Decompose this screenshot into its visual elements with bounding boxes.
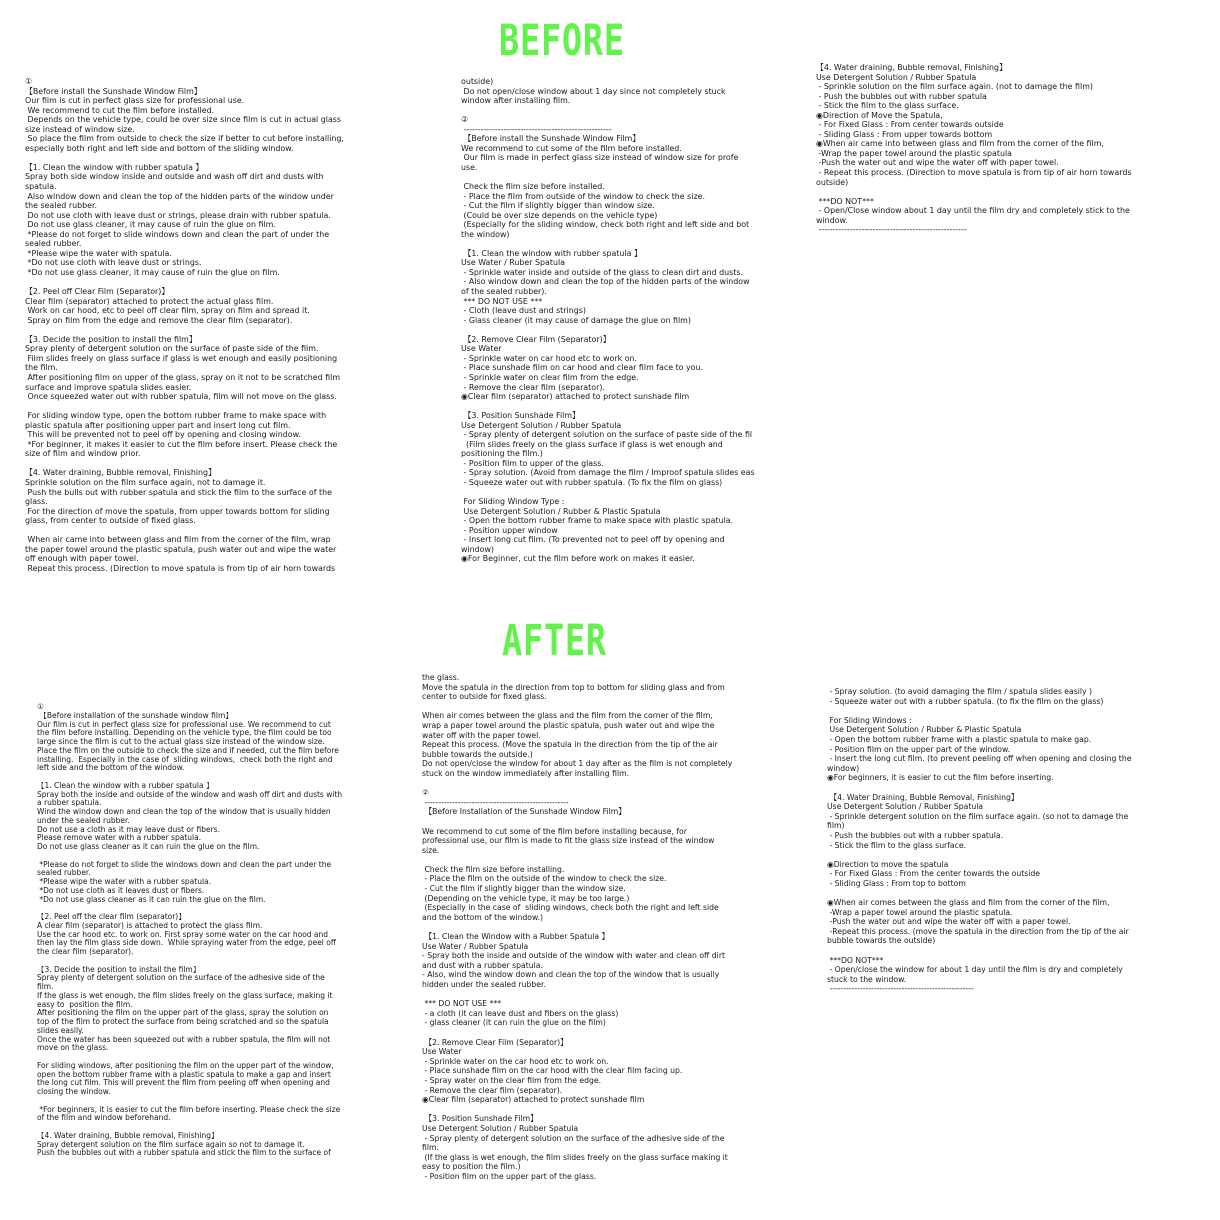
text-line: 【3. Position Sunshade Film】 [461,411,580,421]
text-line: - Open/Close window about 1 day until the film dry and completely stick to the [816,206,1130,216]
text-line: 【3. Decide the position to install the film】 [25,334,197,344]
text-line: Repeat this process. (Move the spatula in the direction from the tip of the air [422,740,718,750]
text-line: the long cut film. This will prevent the film from peeling off when opening and [37,1079,330,1088]
text-line: - Place sunshade film on the car hood with the clear film facing up. [422,1066,683,1076]
text-line: professional use, our film is made to fit the glass size instead of the window [422,836,715,846]
blank-line [827,783,1162,793]
text-line: closing the window. [37,1088,111,1096]
text-line: This will be prevented not to peel off by opening and closing window. [25,430,301,440]
text-line: Use Detergent Solution / Rubber Spatula [422,1123,579,1133]
text-line: Sprinkle solution on the film surface again, not to damage it. [25,477,266,487]
text-line: Work on car hood, etc to peel off clear film, spray on film and spread it. [25,306,310,316]
blank-line [422,702,762,712]
text-line: a rubber spatula. [37,799,102,808]
text-line: ◉When air came into between glass and film from the corner of the film, [816,139,1104,149]
blank-line [25,526,365,536]
text-line: size. [422,845,440,855]
text-line: - Cut the film if slightly bigger than window size. [461,201,655,211]
text-line: ◉For Beginner, cut the film before work on makes it easier. [461,554,695,564]
text-line: Spray detergent solution on the film surface again so not to damage it. [37,1140,305,1149]
text-line: ② [422,788,429,798]
text-line: left side and the bottom of the window. [37,764,185,773]
text-line: *Do not use cloth with leave dust or strings. [25,258,202,268]
blank-line [25,277,365,287]
text-line: ---------------------------------------------------- [816,225,967,235]
blank-line [461,488,764,498]
text-line: - Position upper window [461,525,558,535]
text-line: Use Detergent Solution / Rubber & Plastic Spatula [461,506,661,516]
text-line: bubble towards the outside) [827,936,936,946]
text-line: ***DO NOT*** [816,196,874,206]
blank-line [422,855,762,865]
blank-line [461,325,764,335]
text-line: - Open/close the window for about 1 day until the film is dry and completely [827,965,1123,975]
text-line: - Spray water on the clear film from the edge. [422,1075,602,1085]
blank-line [422,1105,762,1115]
text-line: We recommend to cut some of the film before installing because, for [422,826,687,836]
text-line: Do not open/close the window for about 1 day after as the film is not completely [422,759,733,769]
blank-line [25,325,365,335]
before-text-column-3 [816,63,1136,235]
text-line: - Sprinkle solution on the film surface again. (not to damage the film) [816,82,1093,92]
blank-line [37,852,347,861]
text-line: -Repeat this process. (move the spatula in the direction from the tip of the air [827,926,1129,936]
blank-line [461,172,764,182]
text-line: top of the film to protect the surface from being scratched and so the spatula [37,1018,329,1026]
text-line: (Especially for the sliding window, check both right and left side and bot [461,220,750,230]
blank-line [827,946,1162,956]
text-line: ◉When air comes between the glass and film from the corner of the film, [827,898,1110,908]
text-line: -Wrap the paper towel around the plastic spatula [816,148,1012,158]
text-line: Do not use glass cleaner, it may cause of ruin the glue on film. [25,220,276,230]
blank-line [25,402,365,412]
text-line: 【1. Clean the window with rubber spatula 】 [461,248,642,258]
text-line: *** DO NOT USE *** [422,999,502,1009]
text-line: Spray on film from the edge and remove the clear film (separator). [25,315,293,325]
text-line: - For Fixed Glass : From the center towards the outside [827,869,1040,879]
text-line: *Please wipe the water with a rubber spatula. [37,878,212,886]
text-line: We recommend to cut the film before installed. [25,105,215,115]
after-heading: AFTER [502,616,607,666]
text-line: 【Before install the Sunshade Window Film】 [25,86,202,96]
text-line: window. [816,215,848,225]
text-line: - Cut the film if slightly bigger than the window size. [422,884,626,894]
text-line: film. [422,1143,439,1153]
text-line: - Also, wind the window down and clean the top of the window that is usually [422,970,720,980]
text-line: Spray plenty of detergent solution on the surface of the adhesive side of the [37,974,325,983]
text-line: 【1. Clean the window with rubber spatula 】 [25,162,204,172]
text-line: stuck to the window. [827,974,907,984]
text-line: - Sprinkle water on the car hood etc to work on. [422,1056,609,1066]
after-text-column-3 [827,687,1162,994]
text-line: A clear film (separator) is attached to protect the glass film. [37,921,263,930]
text-line: When air came into between glass and film from the corner of the film, wrap [25,535,331,545]
text-line: - Push the bubbles out with a rubber spatula. [827,830,1004,840]
text-line: of the film and window beforehand. [37,1114,171,1123]
text-line: ① [25,77,33,86]
text-line: - Cloth (leave dust and strings) [461,306,586,316]
text-line: Depends on the vehicle type, could be over size since film is cut in actual glass [25,115,342,125]
text-line: Use Detergent Solution / Rubber Spatula [816,72,977,82]
text-line: - Spray solution. (to avoid damaging the film / spatula slides easily ) [827,687,1093,696]
text-line: 【Before installation of the sunshade window film】 [37,711,233,720]
text-line: under the sealed rubber. [37,816,130,825]
text-line: - Insert long cut film. (To prevented not to peel off by opening and [461,535,725,545]
text-line: outside) [461,77,494,86]
text-line: bubble towards the outside.) [422,749,533,759]
blank-line [37,904,347,913]
text-line: *Do not use glass cleaner, it may cause of ruin the glue on film. [25,267,280,277]
text-line: ◉For beginners, it is easier to cut the film before inserting. [827,773,1054,783]
text-line: wrap a paper towel around the plastic spatula, push water out and wipe the [422,720,715,730]
blank-line [37,1123,347,1132]
text-line: the film. [25,363,58,373]
text-line: Use Water / Ruber Spatula [461,258,565,268]
text-line: ◉Clear film (separator) attached to protect sunshade film [422,1095,645,1105]
text-line: Do not use glass cleaner as it can ruin the glue on the film. [37,843,260,851]
text-line: especially both right and left side and bottom of the sliding window. [25,143,294,153]
text-line: Do not use cloth with leave dust or strings, please drain with rubber spatula. [25,210,331,220]
text-line: installing. Especially in the case of sliding windows, check both the right and [37,755,333,764]
text-line: *Please do not forget to slide windows down and clean the part of under the [25,229,330,239]
text-line: - Position film on the upper part of the window. [827,744,1011,754]
text-line: (If the glass is wet enough, the film slides freely on the glass surface making it [422,1152,728,1162]
text-line: - Sliding Glass : From upper towards bottom [816,129,993,139]
text-line: *For beginner, it makes it easier to cut the film before insert. Please check the [25,439,338,449]
blank-line [827,888,1162,898]
text-line: - Spray solution. (Avoid from damage the film / Improof spatula slides eas [461,468,755,478]
text-line: - Stick the film to the glass surface. [816,101,959,111]
text-line: 【Before Installation of the Sunshade Window Film】 [422,807,626,817]
text-line: - Sprinkle water on car hood etc to work on. [461,353,638,363]
text-line: For sliding window type, open the bottom rubber frame to make space with [25,411,327,421]
text-line: Please remove water with a rubber spatula. [37,834,202,843]
text-line: For Sliding Windows : [827,715,912,725]
text-line: Film slides freely on glass surface if glass is wet enough and easily positioning [25,353,338,363]
text-line: 【2. Remove Clear Film (Separator)】 [422,1037,568,1047]
text-line: - Spray both the inside and outside of the window with water and clean off dirt [422,951,725,961]
blank-line [422,1028,762,1038]
text-line: *Do not use glass cleaner as it can ruin the glue on the film. [37,895,266,904]
text-line: *Do not use cloth as it leaves dust or fibers. [37,886,205,895]
text-line: Repeat this process. (Direction to move spatula is from tip of air horn towards [25,563,336,573]
text-line: - Squeeze water out with rubber spatula. (To fix the film on glass) [461,477,723,487]
text-line: ① [37,703,44,711]
text-line: 【3. Decide the position to install the film】 [37,965,201,974]
text-line: Push the bubbles out with a rubber spatula and stick the film to the surface of [37,1149,331,1158]
text-line: the sealed rubber. [25,201,97,211]
text-line: When air comes between the glass and the film from the corner of the film, [422,711,713,721]
blank-line [461,106,764,116]
text-line: Clear film (separator) attached to protect the actual glass film. [25,296,274,306]
text-line: Spray plenty of detergent solution on the surface of paste side of the film. [25,344,319,354]
text-line: - Open the bottom rubber frame with a plastic spatula to make gap. [827,734,1092,744]
text-line: - Place the film from outside of the window to check the size. [461,191,705,201]
text-line: easy to position the film.) [422,1162,521,1172]
text-line: ② [461,115,469,125]
text-line: *Please do not forget to slide the windows down and clean the part under the [37,860,332,869]
text-line: 【3. Position Sunshade Film】 [422,1114,538,1124]
text-line: Push the bulls out with rubber spatula and stick the film to the surface of the [25,487,332,497]
text-line: Do not use a cloth as it may leave dust or fibers. [37,825,220,834]
text-line: glass, from center to outside of fixed glass. [25,516,196,526]
text-line: Use Detergent Solution / Rubber & Plastic Spatula [827,725,1022,735]
text-line: - For Fixed Glass : From center towards outside [816,120,1004,130]
text-line: plastic spatula after positioning upper part and insert long cut film. [25,420,291,430]
after-text-column-1 [37,703,347,1158]
text-line: - Position film to upper of the glass. [461,458,604,468]
text-line: 【4. Water Draining, Bubble Removal, Finishing】 [827,792,1019,802]
text-line: spatula. [25,182,57,192]
text-line: - Open the bottom rubber frame to make space with plastic spatula. [461,516,734,526]
text-line: For Sliding Window Type : [461,497,565,507]
text-line: Our film is made in perfect glass size instead of window size for profe [461,153,739,163]
text-line: - Place sunshade film on car hood and clear film face to you. [461,363,704,373]
text-line: -Push the water out and wipe the water off with paper towel. [816,158,1059,168]
text-line: So place the film from outside to check the size if better to cut before installing, [25,134,344,144]
text-line: glass. [25,497,48,507]
text-line: large since the film is cut to the actual glass size instead of the window size. [37,738,325,746]
text-line: easy to position the film. [37,1000,133,1009]
text-line: and dust with a rubber spatula. [422,960,543,970]
text-line: - Position film on the upper part of the glass. [422,1171,597,1181]
text-line: - Also window down and clean the top of the hidden parts of the window [461,277,750,287]
text-line: hidden under the sealed rubber. [422,980,546,989]
text-line: For sliding windows, after positioning the film on the upper part of the window, [37,1061,334,1070]
text-line: ◉Direction of Move the Spatula, [816,110,943,120]
text-line: - Stick the film to the glass surface. [827,840,967,850]
text-line: open the bottom rubber frame with a plastic spatula to make a gap and insert [37,1070,331,1079]
text-line: We recommend to cut some of the film before installed. [461,143,682,153]
text-line: the paper towel around the plastic spatula, push water out and wipe the water [25,544,337,554]
text-line: -Push the water out and wipe the water off with a paper towel. [827,917,1071,927]
text-line: the glass. [422,673,460,682]
text-line: Once the water has been squeezed out with a rubber spatula, the film will not [37,1035,331,1044]
text-line: water off with the paper towel. [422,730,541,740]
blank-line [37,1053,347,1062]
text-line: (Film slides freely on the glass surface if glass is wet enough and [461,439,723,449]
text-line: Use Detergent Solution / Rubber Spatula [827,802,984,812]
text-line: center to outside for fixed glass. [422,692,547,702]
text-line: Use the car hood etc. to work on. First spray some water on the car hood and [37,930,329,939]
blank-line [422,817,762,827]
text-line: Check the film size before installed. [461,182,605,192]
text-line: - a cloth (it can leave dust and fibers on the glass) [422,1008,619,1018]
text-line: - Remove the clear film (separator). [461,382,605,392]
text-line: Also window down and clean the top of the hidden parts of the window under [25,191,334,201]
text-line: *Please wipe the water with spatula. [25,248,172,258]
text-line: - Sliding Glass : From top to bottom [827,878,966,888]
text-line: - Glass cleaner (it may cause of damage the glue on film) [461,315,691,325]
text-line: size instead of window size. [25,124,135,134]
text-line: slides easily. [37,1026,84,1035]
text-line: Move the spatula in the direction from top to bottom for sliding glass and from [422,682,725,692]
text-line: film) [827,821,845,831]
text-line: positioning the film.) [461,449,543,459]
text-line: stuck on the window immediately after installing film. [422,768,630,778]
text-line: Use Water [422,1047,462,1057]
text-line: (Especially in the case of sliding windows, check both the right and left side [422,903,719,913]
text-line: ◉Clear film (separator) attached to protect sunshade film [461,392,690,402]
text-line: 【1. Clean the window with a rubber spatula 】 [37,781,214,790]
text-line: Spray both the inside and outside of the window and wash off dirt and dusts with [37,790,343,799]
text-line: Our film is cut in perfect glass size for professional use. We recommend to cut [37,720,331,729]
text-line: - Push the bubbles out with rubber spatula [816,91,987,101]
text-line: 【2. Remove Clear Film (Separator)】 [461,334,611,344]
text-line: sealed rubber. [25,239,82,249]
before-heading: BEFORE [499,16,625,66]
text-line: Check the film size before installing. [422,864,565,874]
text-line: ---------------------------------------------------- [422,797,569,807]
after-text-column-2 [422,673,762,1181]
text-line: *For beginners, it is easier to cut the film before inserting. Please check the size [37,1105,341,1114]
text-line: Wind the window down and clean the top of the window that is usually hidden [37,808,331,816]
text-line: - Spray plenty of detergent solution on the surface of paste side of the fil [461,430,753,440]
text-line: 【Before install the Sunshade Window Film】 [461,134,641,144]
text-line: move on the glass. [37,1044,109,1053]
blank-line [37,957,347,966]
text-line: (Could be over size depends on the vehicle type) [461,210,658,220]
text-line: 【4. Water draining, Bubble removal, Finishing】 [816,63,1007,72]
text-line: 【4. Water draining, Bubble removal, Finishing】 [25,468,216,478]
text-line: - Insert the long cut film. (to prevent peeling off when opening and closing the [827,754,1132,764]
text-line: of the sealed rubber). [461,287,547,297]
text-line: If the glass is wet enough, the film slides freely on the glass surface, making it [37,991,333,1000]
blank-line [461,402,764,412]
text-line: window after installing film. [461,96,571,106]
text-line: For the direction of move the spatula, from upper towards bottom for sliding [25,506,330,516]
before-text-column-1 [25,77,365,573]
blank-line [25,459,365,469]
text-line: ---------------------------------------------------- [827,984,974,994]
text-line: Spray both side window inside and outside and wash off dirt and dusts with [25,172,324,182]
text-line: off enough with paper towel. [25,554,139,564]
text-line: -Wrap a paper towel around the plastic spatula. [827,907,1013,917]
text-line: After positioning the film on the upper part of the glass, spray the solution on [37,1009,329,1018]
text-line: - Repeat this process. (Direction to move spatula is from tip of air horn towards [816,168,1132,178]
text-line: then lay the film glass side down. While spraying water from the edge, peel off [37,939,337,948]
text-line: 【2. Peel off the clear film (separator)】 [37,913,186,921]
text-line: Our film is cut in perfect glass size for professional use. [25,96,245,106]
text-line: use. [461,162,478,172]
text-line: - Sprinkle water inside and outside of the glass to clean dirt and dusts. [461,267,743,277]
text-line: the window) [461,229,510,239]
blank-line [25,153,365,163]
text-line: Do not open/close window about 1 day since not completely stuck [461,86,726,96]
text-line: After positioning film on upper of the glass, spray on it not to be scratched film [25,372,341,382]
text-line: - glass cleaner (it can ruin the glue on the film) [422,1018,606,1028]
text-line: ***DO NOT*** [827,955,884,965]
blank-line [461,239,764,249]
text-line: Use Detergent Solution / Rubber Spatula [461,420,622,430]
blank-line [37,1097,347,1106]
blank-line [827,706,1162,716]
blank-line [422,922,762,932]
text-line: ◉Direction to move the spatula [827,859,949,869]
text-line: - Sprinkle detergent solution on the film surface again. (so not to damage the [827,811,1129,821]
text-line: size of film and window prior. [25,449,141,459]
text-line: ---------------------------------------------------- [461,124,612,134]
text-line: outside) [816,177,849,187]
text-line: Use Water / Rubber Spatula [422,941,529,951]
text-line: 【4. Water draining, Bubble removal, Finishing】 [37,1131,219,1140]
blank-line [422,779,762,789]
text-line: surface and improve spatula slides easier. [25,382,192,392]
text-line: and the bottom of the window.) [422,912,544,922]
text-line: (Depending on the vehicle type, it may be too large.) [422,893,630,903]
text-line: - Sprinkle water on clear film from the edge. [461,372,639,382]
text-line: 【2. Peel off Clear Film (Separator)】 [25,287,170,297]
blank-line [827,850,1162,860]
before-text-column-2 [461,77,764,564]
blank-line [37,773,347,782]
text-line: 【1. Clean the Window with a Rubber Spatula 】 [422,932,610,942]
text-line: sealed rubber. [37,869,91,878]
text-line: - Place the film on the outside of the window to check the size. [422,874,667,884]
blank-line [816,187,1136,197]
text-line: - Squeeze water out with a rubber spatula. (to fix the film on the glass) [827,696,1104,706]
text-line: the clear film (separator). [37,948,134,956]
blank-line [422,990,762,1000]
text-line: window) [827,763,860,773]
text-line: Place the film on the outside to check the size and if needed, cut the film before [37,746,339,755]
text-line: film. [37,983,54,991]
text-line: Once squeezed water out with rubber spatula, film will not move on the glass. [25,392,337,402]
text-line: window) [461,544,495,554]
text-line: the film before installing. Depending on the vehicle type, the film could be too [37,729,332,738]
text-line: *** DO NOT USE *** [461,296,543,306]
text-line: - Spray plenty of detergent solution on the surface of the adhesive side of the [422,1133,725,1143]
text-line: Use Water [461,344,502,354]
text-line: - Remove the clear film (separator). [422,1085,563,1095]
